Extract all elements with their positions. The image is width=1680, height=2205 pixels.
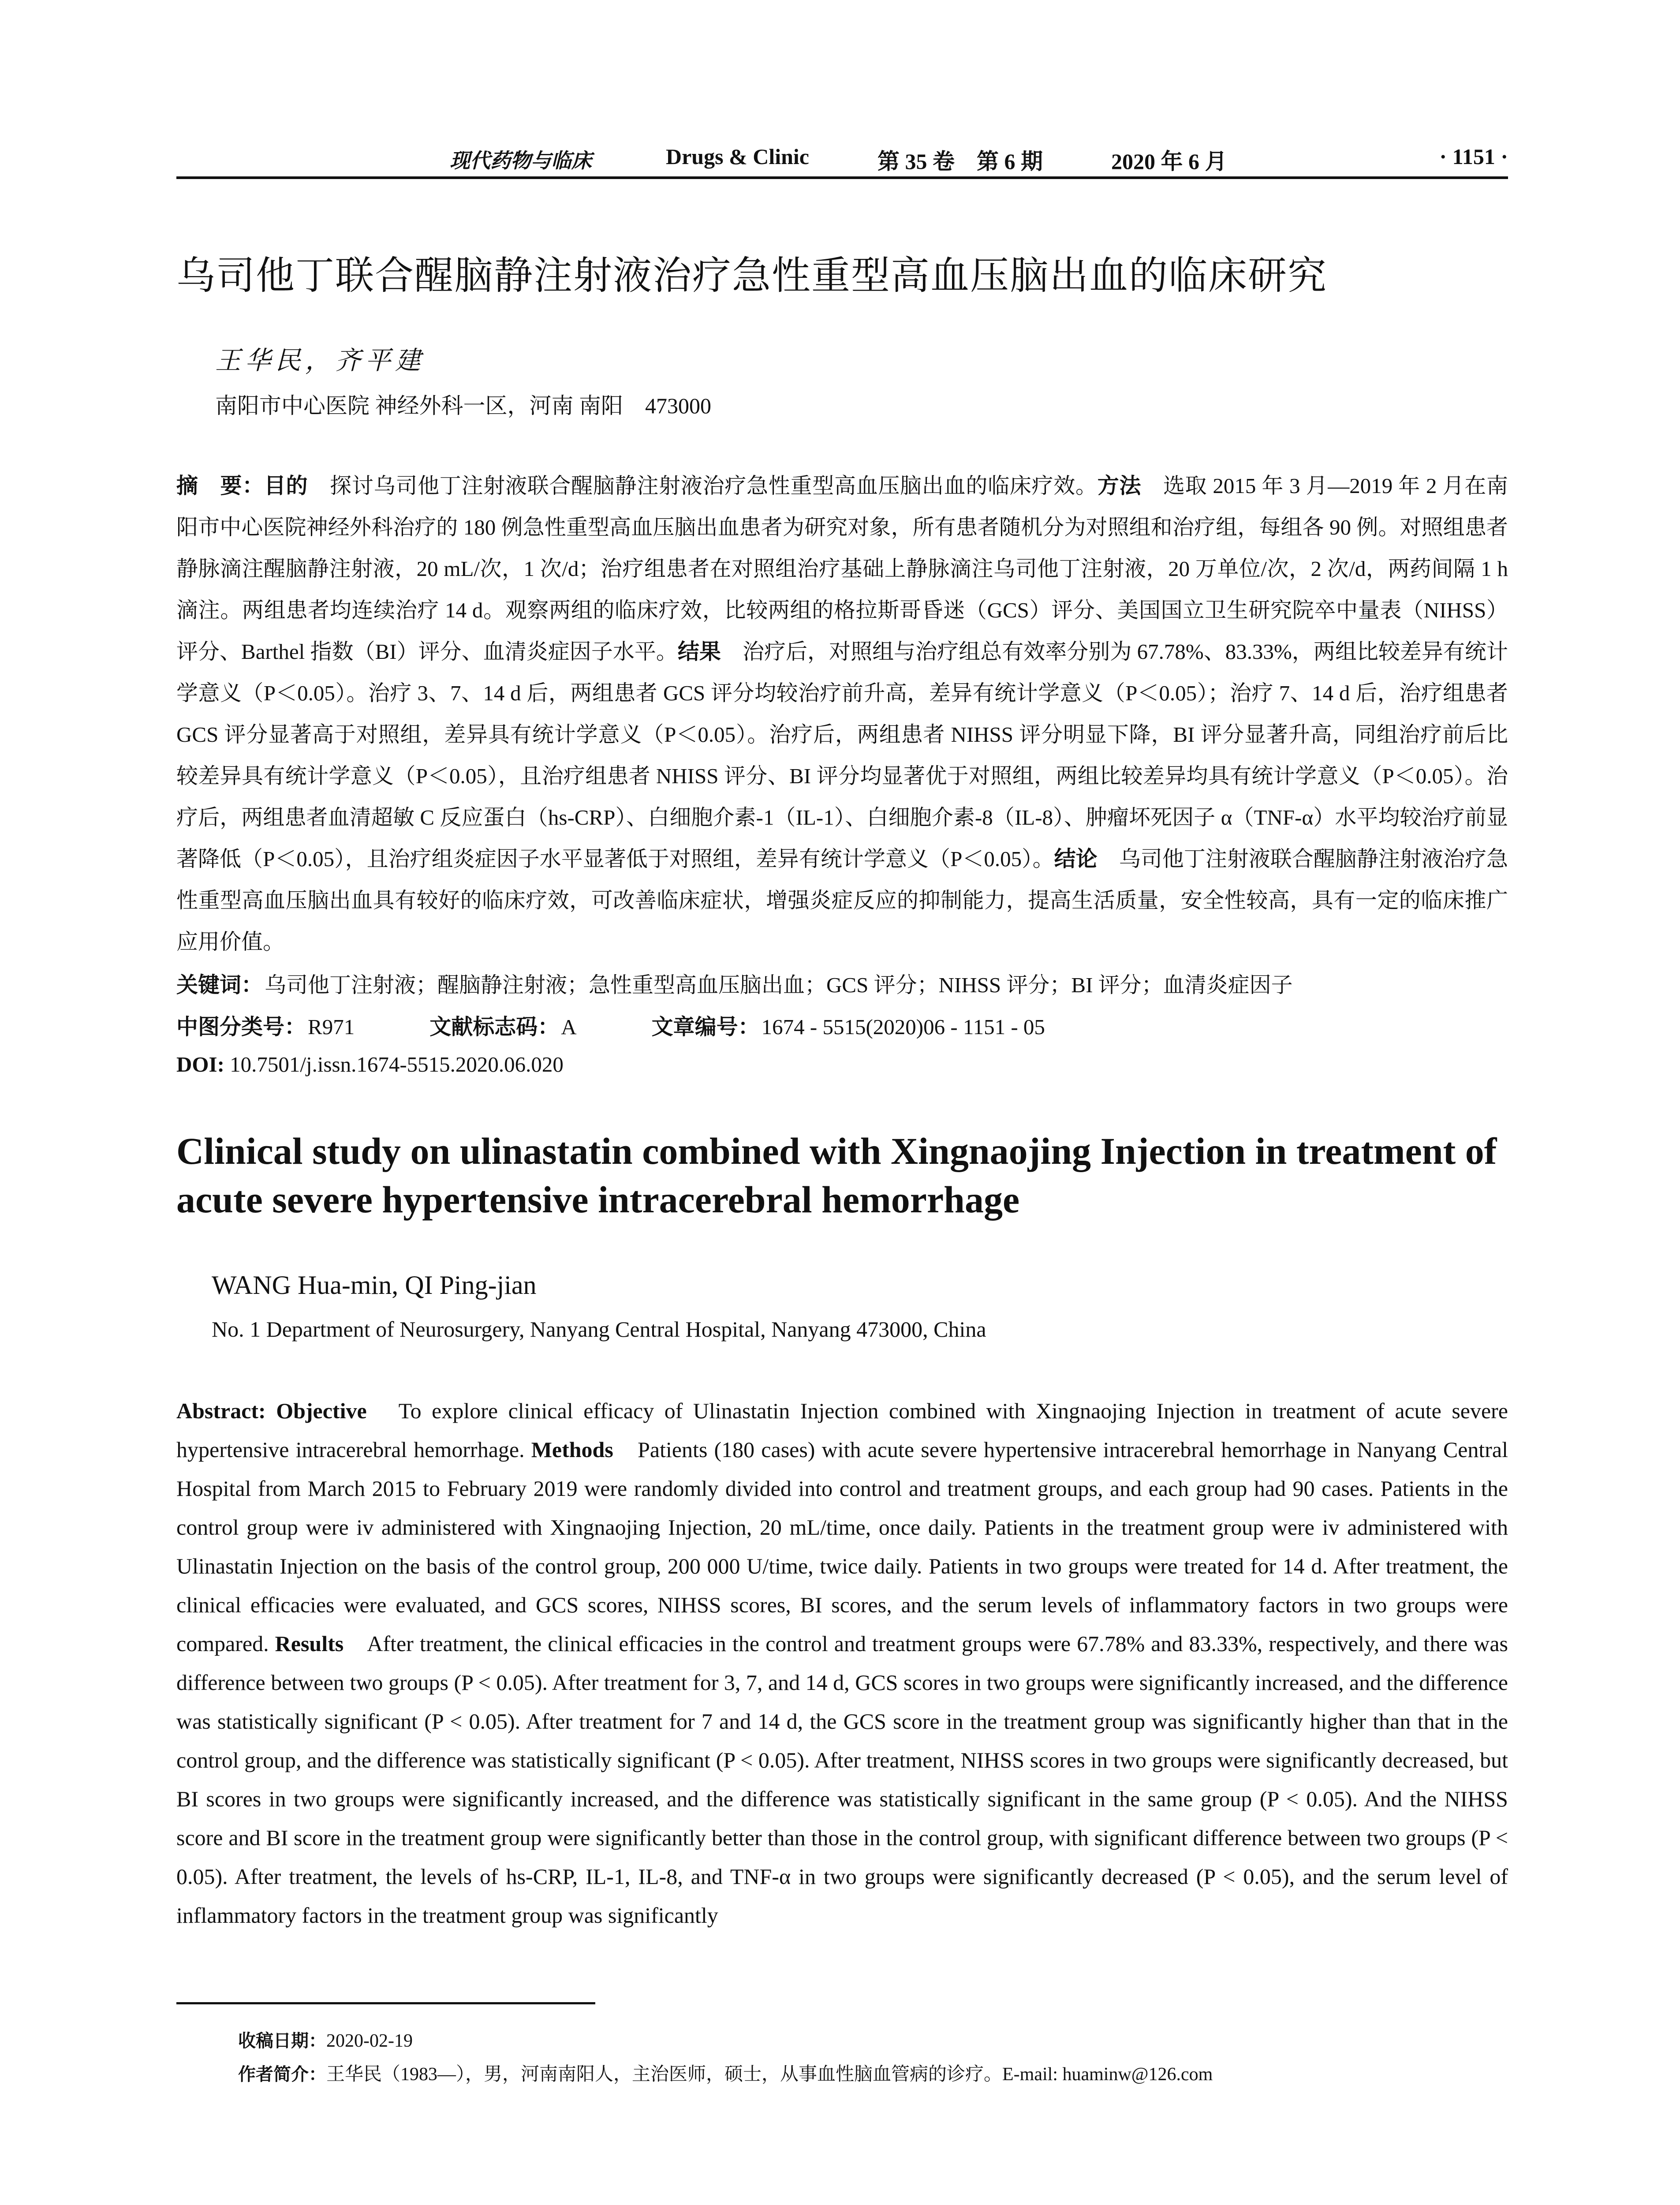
received-date bbox=[238, 2024, 1213, 2058]
classification-line bbox=[176, 1010, 1508, 1041]
title-en: Clinical study on ulinastatin combined with Xingnaojing Injection in treatment of acute severe hypertensive intracerebral hemorrhage bbox=[176, 1130, 1497, 1221]
methods-label-en: Methods bbox=[531, 1437, 613, 1462]
abstract-en bbox=[176, 1391, 1508, 1935]
doc-code-label: 文献标志码： bbox=[429, 1014, 560, 1039]
doc-code-value: A bbox=[561, 1015, 577, 1039]
abstract-cn bbox=[176, 465, 1508, 963]
keywords-label: 关键词： bbox=[176, 972, 263, 998]
issue-date: 2020 年 6 月 bbox=[1111, 149, 1227, 174]
conclusion-label-cn: 结论 bbox=[1054, 846, 1098, 871]
author-bio-label: 作者简介： bbox=[238, 2064, 326, 2085]
keywords-value: 乌司他丁注射液；醒脑静注射液；急性重型高血压脑出血；GCS 评分；NIHSS 评分；BI 评分；血清炎症因子 bbox=[265, 973, 1293, 997]
methods-text-cn: 选取 2015 年 3 月—2019 年 2 月在南阳市中心医院神经外科治疗的 180 例急性重型高血压脑出血患者为研究对象，所有患者随机分为对照组和治疗组，每组各 90 例。对照组患者静脉滴注醒脑静注射液，20 mL/次，1 次/d；治疗组患者在对照组治疗基础上静脉滴注乌司他丁注射液，20 万单位/次，2 次/d，两药间隔 1 h 滴注。两组患者均连续治疗 14 d。观察两组的临床疗效，比较两组的格拉斯哥昏迷（GCS）评分、美国国立卫生研究院卒中量表（NIHSS）评分、Barthel 指数（BI）评分、血清炎症因子水平。 bbox=[176, 474, 1508, 664]
article-no-label: 文章编号： bbox=[651, 1014, 760, 1039]
footnote-divider bbox=[176, 2002, 595, 2004]
results-label-cn: 结果 bbox=[677, 639, 721, 664]
affiliation-en: No. 1 Department of Neurosurgery, Nanyang Central Hospital, Nanyang 473000, China bbox=[212, 1317, 986, 1342]
clc-value: R971 bbox=[308, 1015, 355, 1039]
doi-line bbox=[176, 1052, 1508, 1077]
author-bio bbox=[238, 2058, 1213, 2091]
received-label: 收稿日期： bbox=[238, 2031, 326, 2051]
objective-label-cn: 目的 bbox=[264, 473, 308, 498]
title-cn: 乌司他丁联合醒脑静注射液治疗急性重型高血压脑出血的临床研究 bbox=[176, 253, 1328, 298]
affiliation-cn: 南阳市中心医院 神经外科一区，河南 南阳 473000 bbox=[215, 393, 711, 418]
doi-value[interactable]: 10.7501/j.issn.1674-5515.2020.06.020 bbox=[224, 1052, 564, 1076]
keywords-cn bbox=[176, 968, 1508, 999]
journal-name-en: Drugs & Clinic bbox=[666, 144, 809, 169]
author-bio-value: 王华民（1983—），男，河南南阳人，主治医师，硕士，从事血性脑血管病的诊疗。E-mail: huaminw@126.com bbox=[326, 2064, 1213, 2085]
authors-en: WANG Hua-min, QI Ping-jian bbox=[212, 1271, 537, 1300]
received-value: 2020-02-19 bbox=[326, 2031, 413, 2051]
conclusion-text-cn: 乌司他丁注射液联合醒脑静注射液治疗急性重型高血压脑出血具有较好的临床疗效，可改善临床症状，增强炎症反应的抑制能力，提高生活质量，安全性较高，具有一定的临床推广应用价值。 bbox=[176, 847, 1508, 954]
methods-text-en: Patients (180 cases) with acute severe hypertensive intracerebral hemorrhage in Nanyang Central Hospital from March 2015 to February 2019 were randomly divided into control and treatment groups, and each group had 90 cases. Patients in the control group were iv administered with Xingnaojing Injection, 20 mL/time, once daily. Patients in the treatment group were iv administered with Ulinastatin Injection on the basis of the control group, 200 000 U/time, twice daily. Patients in two groups were treated for 14 d. After treatment, the clinical efficacies were evaluated, and GCS scores, NIHSS scores, BI scores, and the serum levels of inflammatory factors in two groups were compared. bbox=[176, 1437, 1508, 1656]
methods-label-cn: 方法 bbox=[1097, 473, 1142, 498]
authors-cn: 王华民，齐平建 bbox=[215, 346, 426, 375]
abstract-cn-label: 摘 要： bbox=[176, 473, 264, 498]
journal-name-cn: 现代药物与临床 bbox=[450, 149, 592, 172]
footnotes bbox=[238, 2024, 1213, 2091]
objective-text-en: To explore clinical efficacy of Ulinastatin Injection combined with Xingnaojing Injection in treatment of acute severe hypertensive intracerebral hemorrhage. bbox=[176, 1398, 1508, 1462]
running-header bbox=[176, 141, 1508, 179]
objective-text-cn: 探讨乌司他丁注射液联合醒脑静注射液治疗急性重型高血压脑出血的临床疗效。 bbox=[308, 474, 1098, 498]
clc-label: 中图分类号： bbox=[176, 1014, 306, 1039]
abstract-en-label: Abstract: Objective bbox=[176, 1398, 367, 1423]
results-text-en: After treatment, the clinical efficacies in the control and treatment groups were 67.78% and 83.33%, respectively, and there was difference between two groups (P < 0.05). After treatment for 3, 7, and 14 d, GCS scores in two groups were significantly increased, and the difference was statistically significant (P < 0.05). After treatment for 7 and 14 d, the GCS score in the treatment group was significantly higher than that in the control group, and the difference was statistically significant (P < 0.05). After treatment, NIHSS scores in two groups were significantly decreased, but BI scores in two groups were significantly increased, and the difference was statistically significant in the same group (P < 0.05). And the NIHSS score and BI score in the treatment group were significantly better than those in the control group, with significant difference between two groups (P < 0.05). After treatment, the levels of hs-CRP, IL-1, IL-8, and TNF-α in two groups were significantly decreased (P < 0.05), and the serum level of inflammatory factors in the treatment group was significantly bbox=[176, 1631, 1508, 1928]
volume-issue: 第 35 卷 第 6 期 bbox=[877, 149, 1043, 174]
page-number: · 1151 · bbox=[1439, 144, 1508, 169]
results-label-en: Results bbox=[275, 1631, 344, 1656]
results-text-cn: 治疗后，对照组与治疗组总有效率分别为 67.78%、83.33%，两组比较差异有统计学意义（P＜0.05）。治疗 3、7、14 d 后，两组患者 GCS 评分均较治疗前升高，差异有统计学意义（P＜0.05）；治疗 7、14 d 后，治疗组患者 GCS 评分显著高于对照组，差异具有统计学意义（P＜0.05）。治疗后，两组患者 NIHSS 评分明显下降，BI 评分显著升高，同组治疗前后比较差异具有统计学意义（P＜0.05），且治疗组患者 NHISS 评分、BI 评分均显著优于对照组，两组比较差异均具有统计学意义（P＜0.05）。治疗后，两组患者血清超敏 C 反应蛋白（hs-CRP）、白细胞介素-1（IL-1）、白细胞介素-8（IL-8）、肿瘤坏死因子 α（TNF-α）水平均较治疗前显著降低（P＜0.05），且治疗组炎症因子水平显著低于对照组，差异有统计学意义（P＜0.05）。 bbox=[176, 639, 1508, 871]
doi-label: DOI: bbox=[176, 1052, 224, 1076]
article-no-value: 1674 - 5515(2020)06 - 1151 - 05 bbox=[761, 1015, 1045, 1039]
